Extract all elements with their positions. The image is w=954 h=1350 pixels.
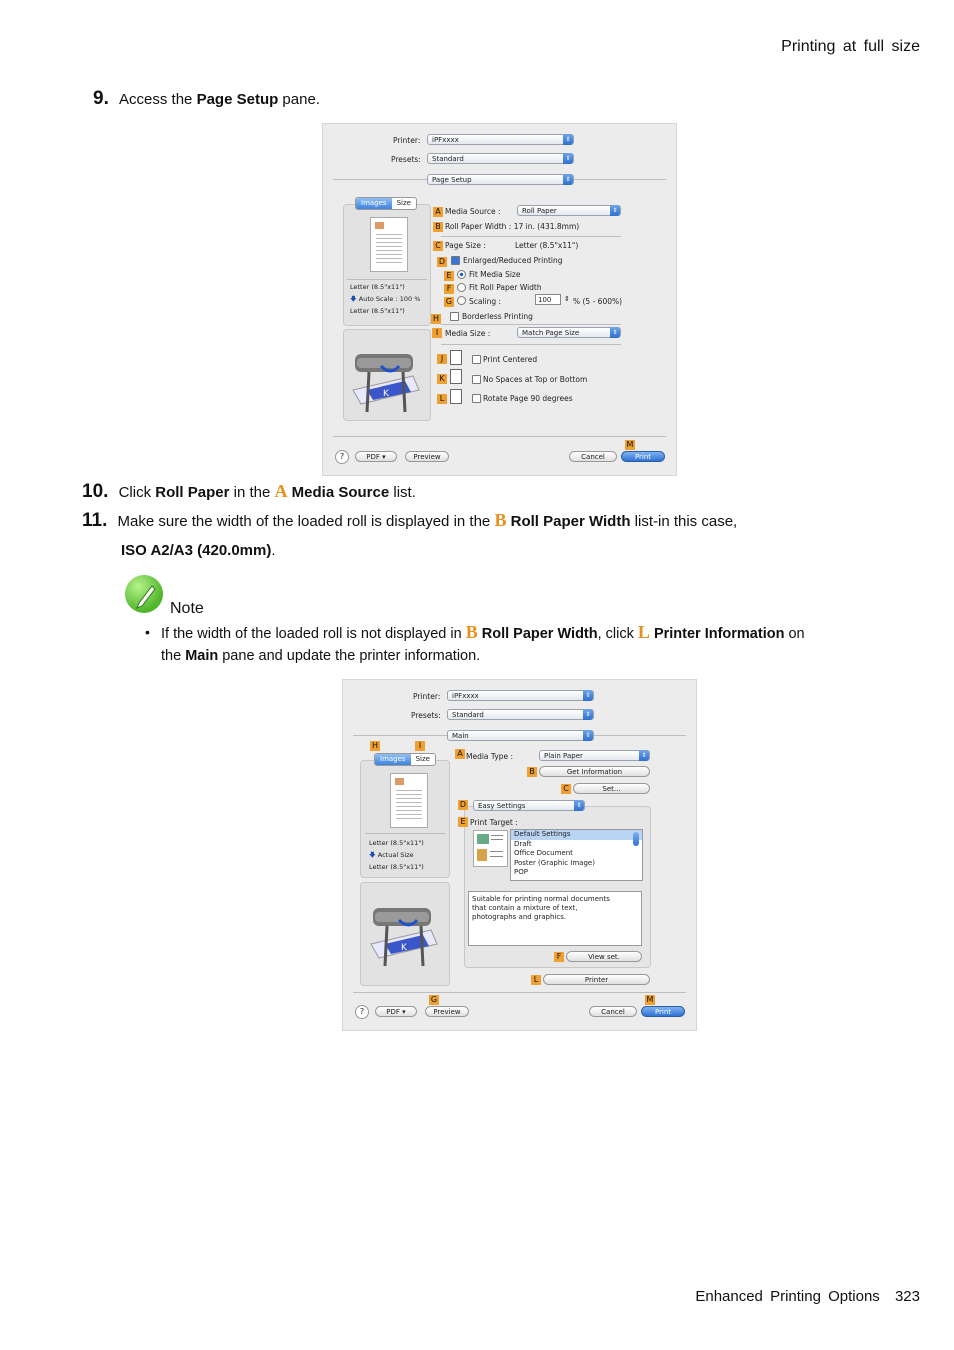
rotate-page-icon xyxy=(450,389,462,404)
media-source-value: Roll Paper xyxy=(522,207,557,215)
set-button[interactable]: Set... xyxy=(573,783,650,794)
description-line: Suitable for printing normal documents xyxy=(472,895,610,903)
step-text-mid: in the xyxy=(229,484,275,501)
media-size-value: Match Page Size xyxy=(522,329,580,337)
running-header: Printing at full size xyxy=(781,38,920,55)
letter-b: B xyxy=(465,622,478,642)
label-h: H xyxy=(371,741,378,750)
fit-media-radio[interactable] xyxy=(457,270,466,279)
popup-arrow-icon: ⇕ xyxy=(563,153,573,164)
step-bold-2: Media Source xyxy=(291,484,390,501)
label-b: B xyxy=(433,222,443,232)
presets-value: Standard xyxy=(452,711,484,719)
pane-value: Page Setup xyxy=(432,176,472,184)
list-item[interactable]: Office Document xyxy=(514,849,573,857)
step-number: 11. xyxy=(82,510,108,531)
media-size-popup[interactable] xyxy=(517,327,621,338)
label-m: M xyxy=(646,995,654,1004)
info-scale-text: Actual Size xyxy=(377,851,414,859)
view-tabs[interactable] xyxy=(374,753,436,766)
step-text-cont: list-in this case, xyxy=(630,513,738,530)
pdf-button[interactable]: PDF ▾ xyxy=(375,1006,417,1017)
scaling-stepper-icon[interactable]: ⇕ xyxy=(564,295,570,303)
note-text: the xyxy=(161,648,186,664)
label-k: K xyxy=(437,374,447,384)
step-11-line-2 xyxy=(121,542,276,559)
enlarged-checkbox[interactable] xyxy=(451,256,460,265)
page-thumbnail xyxy=(370,217,408,272)
letter-a: A xyxy=(274,481,288,501)
presets-popup[interactable] xyxy=(427,153,574,164)
label-a: A xyxy=(433,207,443,217)
label-h: H xyxy=(432,314,439,323)
printer-label: Printer: xyxy=(413,692,441,701)
separator xyxy=(441,236,621,237)
label-i: I xyxy=(415,741,425,751)
presets-label: Presets: xyxy=(391,155,421,164)
help-button[interactable]: ? xyxy=(335,450,349,464)
printer-popup[interactable] xyxy=(427,134,574,145)
letter-l: L xyxy=(637,622,650,642)
popup-arrow-icon: ⇕ xyxy=(610,205,620,216)
popup-arrow-icon: ⇕ xyxy=(610,327,620,338)
note-bold: Printer Information xyxy=(653,626,785,642)
scaling-input[interactable]: 100 xyxy=(535,294,561,305)
separator xyxy=(441,344,621,345)
help-button[interactable]: ? xyxy=(355,1005,369,1019)
tab-size[interactable]: Size xyxy=(415,755,430,763)
print-centered-label: Print Centered xyxy=(483,355,538,364)
info-paper: Letter (8.5"x11") xyxy=(350,283,405,291)
step-text: Access the xyxy=(119,91,197,108)
pencil-icon xyxy=(125,575,163,613)
step-bold: Roll Paper xyxy=(155,484,230,501)
pdf-button[interactable]: PDF ▾ xyxy=(355,451,397,462)
presets-popup[interactable] xyxy=(447,709,594,720)
view-tabs[interactable] xyxy=(355,197,417,210)
page-size-value: Letter (8.5"x11") xyxy=(515,241,579,250)
label-d: D xyxy=(438,257,446,266)
popup-arrow-icon: ⇕ xyxy=(563,174,573,185)
presets-value: Standard xyxy=(432,155,464,163)
info-output: Letter (8.5"x11") xyxy=(350,307,405,315)
note-text: If the width of the loaded roll is not displayed in xyxy=(161,626,466,642)
step-9 xyxy=(93,88,320,110)
media-type-value: Plain Paper xyxy=(544,752,583,760)
footer-section: Enhanced Printing Options xyxy=(695,1288,880,1305)
printer-information-button[interactable]: Printer xyxy=(543,974,650,985)
label-e: E xyxy=(458,817,468,827)
rotate-label: Rotate Page 90 degrees xyxy=(483,394,573,403)
step-bold-2: ISO A2/A3 (420.0mm) xyxy=(121,542,272,559)
arrow-down-icon: 🡇 xyxy=(369,851,376,859)
media-type-label: Media Type : xyxy=(466,752,514,761)
note-bullet: • xyxy=(145,624,150,640)
popup-arrow-icon: ⇕ xyxy=(583,730,593,741)
media-source-popup[interactable] xyxy=(517,205,621,216)
info-paper: Letter (8.5"x11") xyxy=(369,839,424,847)
cancel-button[interactable]: Cancel xyxy=(589,1006,637,1017)
scaling-radio[interactable] xyxy=(457,296,466,305)
note-text: on xyxy=(784,626,805,642)
fit-media-label: Fit Media Size xyxy=(469,270,521,279)
pane-value: Main xyxy=(452,732,469,740)
label-j: J xyxy=(437,354,447,364)
separator xyxy=(353,992,686,993)
letter-b: B xyxy=(494,510,507,530)
note-title: Note xyxy=(170,600,204,617)
separator xyxy=(365,833,445,834)
media-source-label: Media Source : xyxy=(445,207,501,216)
scaling-range: % (5 - 600%) xyxy=(573,297,623,306)
preview-button[interactable]: Preview xyxy=(405,451,449,462)
printer-value: iPFxxxx xyxy=(432,136,459,144)
list-item[interactable]: Poster (Graphic Image) xyxy=(514,858,595,867)
fit-roll-label: Fit Roll Paper Width xyxy=(469,283,542,292)
view-set-button[interactable]: View set. xyxy=(566,951,642,962)
tab-size[interactable]: Size xyxy=(396,199,411,207)
label-b: B xyxy=(527,767,537,777)
label-g: G xyxy=(445,297,453,306)
step-number: 9. xyxy=(93,88,109,109)
info-output: Letter (8.5"x11") xyxy=(369,863,424,871)
no-spaces-checkbox[interactable] xyxy=(472,375,481,384)
easy-settings-popup[interactable] xyxy=(473,800,585,811)
enlarged-label: Enlarged/Reduced Printing xyxy=(463,256,563,265)
label-a: A xyxy=(455,749,465,759)
info-scale xyxy=(350,295,420,306)
list-item[interactable]: Default Settings xyxy=(511,830,642,840)
no-spaces-icon xyxy=(450,369,462,384)
label-m: M xyxy=(626,440,634,449)
popup-arrow-icon: ⇕ xyxy=(574,800,584,811)
note-text-line-2 xyxy=(161,648,480,664)
step-text: Click xyxy=(118,484,156,501)
presets-label: Presets: xyxy=(411,711,441,720)
borderless-checkbox[interactable] xyxy=(450,312,459,321)
label-i: I xyxy=(432,328,442,338)
thumbnail-image-icon xyxy=(375,222,384,229)
info-scale xyxy=(369,851,414,862)
label-f: F xyxy=(554,952,564,962)
popup-arrow-icon: ⇕ xyxy=(639,750,649,761)
no-spaces-label: No Spaces at Top or Bottom xyxy=(483,375,588,384)
print-button[interactable]: Print xyxy=(641,1006,685,1017)
list-item[interactable]: POP xyxy=(514,868,528,876)
step-number: 10. xyxy=(82,481,109,502)
thumbnail-image-icon xyxy=(395,778,404,785)
page-setup-screenshot xyxy=(322,123,677,476)
get-information-button[interactable]: Get Information xyxy=(539,766,650,777)
svg-text:K: K xyxy=(401,943,407,953)
step-bold: Page Setup xyxy=(196,91,279,108)
popup-arrow-icon: ⇕ xyxy=(583,709,593,720)
step-11 xyxy=(82,510,737,532)
note-text: pane and update the printer information. xyxy=(218,648,481,664)
label-e: E xyxy=(444,271,454,281)
label-f: F xyxy=(444,284,454,294)
easy-settings-value: Easy Settings xyxy=(478,802,526,810)
tab-images[interactable]: Images xyxy=(356,198,392,209)
media-type-popup[interactable] xyxy=(539,750,650,761)
separator xyxy=(441,324,621,325)
printer-popup[interactable] xyxy=(447,690,594,701)
label-c: C xyxy=(561,784,571,794)
list-item[interactable]: Draft xyxy=(514,839,532,848)
printer-value: iPFxxxx xyxy=(452,692,479,700)
media-size-label: Media Size : xyxy=(445,329,491,338)
borderless-label: Borderless Printing xyxy=(462,312,533,321)
pane-popup[interactable] xyxy=(447,730,594,741)
cancel-button[interactable]: Cancel xyxy=(569,451,617,462)
print-button[interactable]: Print xyxy=(621,451,665,462)
label-c: C xyxy=(433,241,443,251)
printer-illustration-icon xyxy=(347,346,427,416)
tab-images[interactable]: Images xyxy=(375,754,411,765)
page-thumbnail xyxy=(390,773,428,828)
popup-arrow-icon: ⇕ xyxy=(563,134,573,145)
step-text-end: . xyxy=(271,542,276,559)
label-g: G xyxy=(430,995,438,1004)
note-text: , click xyxy=(597,626,638,642)
note-bold: Roll Paper Width xyxy=(481,626,598,642)
step-text-end: list. xyxy=(389,484,416,501)
main-pane-screenshot xyxy=(342,679,697,1031)
separator xyxy=(347,279,427,280)
page-size-label: Page Size : xyxy=(445,241,486,250)
separator xyxy=(333,436,666,437)
popup-arrow-icon: ⇕ xyxy=(583,690,593,701)
print-centered-icon xyxy=(450,350,462,365)
fit-roll-radio[interactable] xyxy=(457,283,466,292)
print-centered-checkbox[interactable] xyxy=(472,355,481,364)
label-l: L xyxy=(531,975,541,985)
preview-button[interactable]: Preview xyxy=(425,1006,469,1017)
running-footer xyxy=(695,1288,920,1305)
roll-paper-width: Roll Paper Width : 17 in. (431.8mm) xyxy=(445,222,580,231)
scrollbar-thumb[interactable] xyxy=(633,832,639,846)
note-pencil-icon xyxy=(125,575,163,613)
description-line: that contain a mixture of text, xyxy=(472,904,578,912)
pane-popup[interactable] xyxy=(427,174,574,185)
svg-text:K: K xyxy=(383,389,389,399)
page-number: 323 xyxy=(894,1288,920,1305)
info-scale-text: Auto Scale : 100 % xyxy=(358,295,421,303)
printer-illustration-icon xyxy=(365,900,445,970)
scaling-label: Scaling : xyxy=(469,297,502,306)
note-bold: Main xyxy=(185,648,219,664)
target-preview-icon xyxy=(473,830,508,867)
label-l: L xyxy=(437,394,447,404)
print-target-list[interactable] xyxy=(510,829,643,881)
step-10 xyxy=(82,481,416,503)
step-text: Make sure the width of the loaded roll is displayed in the xyxy=(117,513,495,530)
description-line: photographs and graphics. xyxy=(472,913,567,921)
print-target-label: Print Target : xyxy=(470,818,518,827)
step-text-end: pane. xyxy=(278,91,320,108)
step-bold: Roll Paper Width xyxy=(510,513,631,530)
note-text-line-1 xyxy=(161,622,805,643)
label-d: D xyxy=(459,800,467,809)
rotate-checkbox[interactable] xyxy=(472,394,481,403)
arrow-down-icon: 🡇 xyxy=(350,295,357,303)
printer-label: Printer: xyxy=(393,136,421,145)
description-box xyxy=(468,891,642,946)
